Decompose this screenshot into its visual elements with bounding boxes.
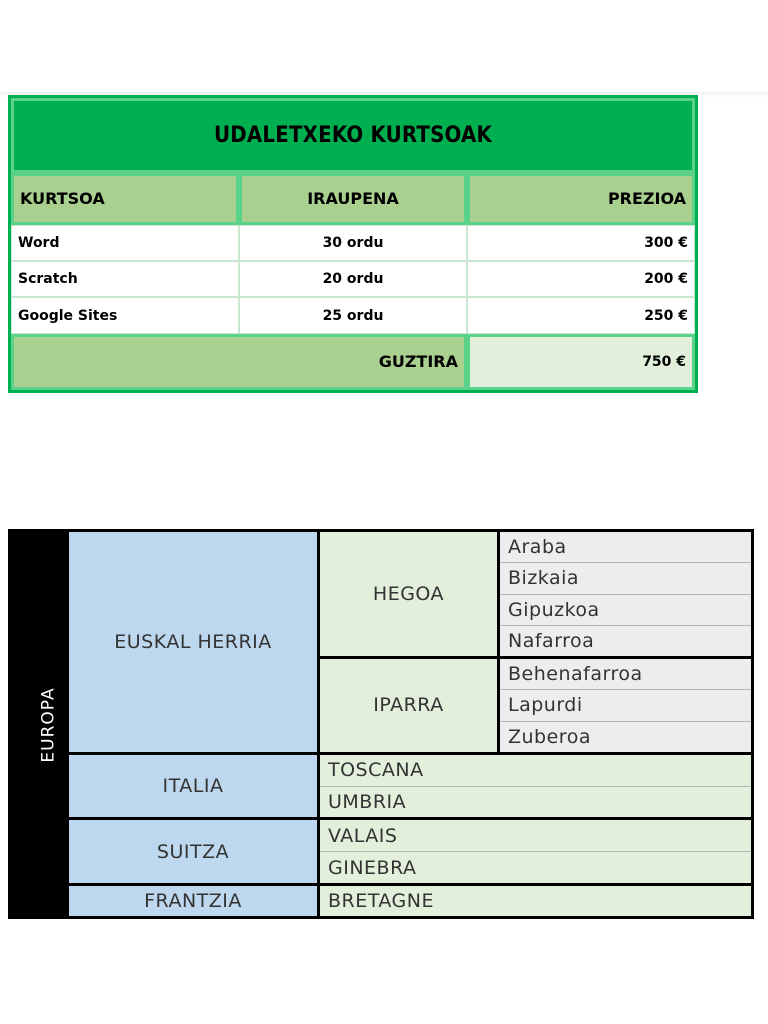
country-italia: ITALIA [68,753,319,819]
province-cell: Gipuzkoa [499,594,753,626]
course-duration: 30 ordu [239,225,467,261]
continent-label: EUROPA [38,687,59,763]
table-row [10,531,753,563]
province-cell: Bizkaia [499,562,753,594]
course-price: 250 € [467,297,695,333]
province-cell: Lapurdi [499,690,753,722]
course-name: Google Sites [11,297,239,333]
total-label: GUZTIRA [11,334,467,390]
course-duration: 25 ordu [239,297,467,333]
country-frantzia: FRANTZIA [68,885,319,918]
course-name: Word [11,225,239,261]
table-row [10,819,753,852]
courses-header-row [11,173,695,225]
province-cell: Nafarroa [499,626,753,658]
continent-cell [10,531,68,918]
region-cell: GINEBRA [319,852,753,885]
table-row [11,225,695,261]
region-cell: VALAIS [319,819,753,852]
header-course: KURTSOA [11,173,239,225]
table-row [11,261,695,297]
table-row [10,753,753,786]
province-cell: Zuberoa [499,721,753,753]
region-cell: TOSCANA [319,753,753,786]
courses-title: UDALETXEKO KURTSOAK [11,98,695,173]
table-row [10,885,753,918]
area-iparra: IPARRA [319,658,499,753]
course-name: Scratch [11,261,239,297]
country-euskal-herria: EUSKAL HERRIA [68,531,319,754]
course-price: 300 € [467,225,695,261]
courses-title-row [11,98,695,173]
courses-table [8,95,698,393]
courses-total-row [11,334,695,390]
header-duration: IRAUPENA [239,173,467,225]
course-duration: 20 ordu [239,261,467,297]
table-row [11,297,695,333]
province-cell: Behenafarroa [499,658,753,690]
region-cell: UMBRIA [319,786,753,819]
total-value: 750 € [467,334,695,390]
province-cell: Araba [499,531,753,563]
geography-table [8,529,754,919]
area-hegoa: HEGOA [319,531,499,658]
country-suitza: SUITZA [68,819,319,885]
region-cell: BRETAGNE [319,885,753,918]
header-price: PREZIOA [467,173,695,225]
course-price: 200 € [467,261,695,297]
